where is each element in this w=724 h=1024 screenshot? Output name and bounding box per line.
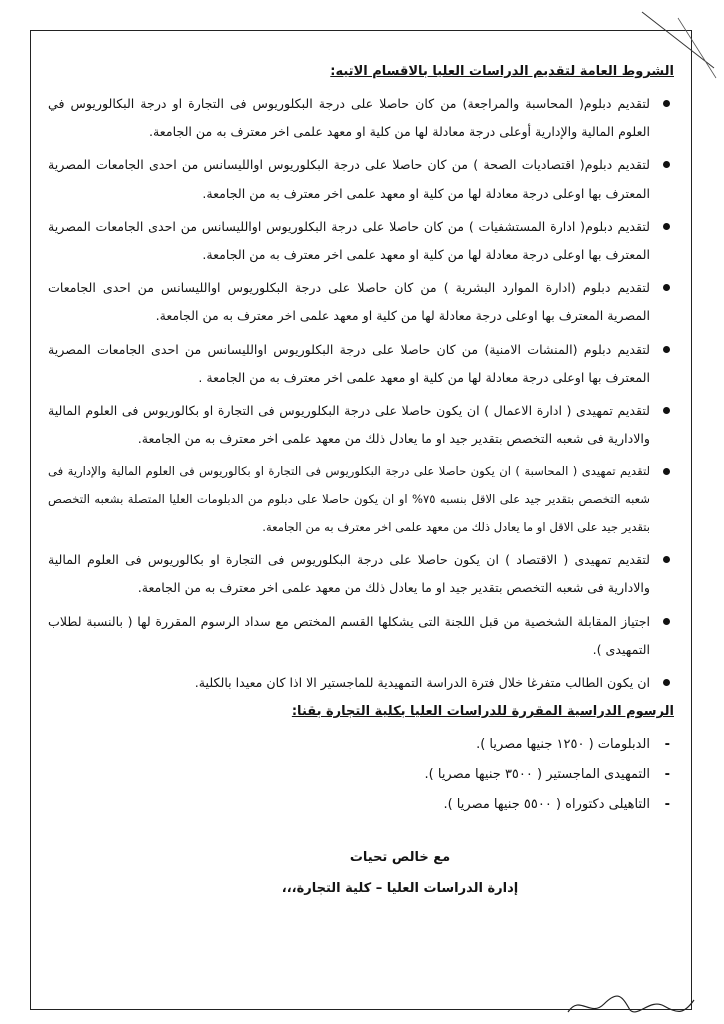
conditions-list [38,90,682,697]
condition-item [38,151,682,207]
condition-text: اجتياز المقابلة الشخصية من قبل اللجنة التى يشكلها القسم المختص مع سداد الرسوم المقررة لها ( بالنسبة لطلاب التمهيدى ). [48,613,650,657]
fee-item [38,730,682,760]
dash-icon: - [664,767,670,783]
dash-icon: - [664,797,670,813]
bullet-icon [663,223,670,230]
fees-heading: الرسوم الدراسية المقررة للدراسات العليا بكلية التجارة بقنا: [291,704,674,720]
handwritten-signature [560,990,700,1020]
bullet-icon [663,407,670,414]
closing-greeting: مع خالص تحيات [349,850,451,866]
fee-text: التاهيلى دكتوراه ( ٥٥٠٠ جنيها مصريا ). [443,797,650,813]
condition-item [38,546,682,602]
bullet-icon [663,100,670,107]
condition-item [38,213,682,269]
dash-icon: - [664,737,670,753]
condition-item [38,336,682,392]
condition-text: لتقديم دبلوم (ادارة الموارد البشرية ) من كان حاصلا على درجة البكلوريوس اوالليسانس من احدى الجامعات المصرية المعترف بها اوعلى درجة معادلة لها من كلية او معهد علمى اخر معترف به من الجامعة. [48,280,650,324]
condition-item [38,397,682,453]
condition-item [38,274,682,330]
fees-list [38,730,682,820]
bullet-icon [663,468,670,475]
condition-item [38,90,682,146]
fee-item [38,760,682,790]
bullet-icon [663,284,670,291]
conditions-heading: الشروط العامة لتقديم الدراسات العليا بالاقسام الاتيه: [330,64,674,79]
fee-text: الدبلومات ( ١٢٥٠ جنيها مصريا ). [476,737,650,753]
bullet-icon [663,618,670,625]
document-body [38,62,682,896]
condition-text: لتقديم دبلوم( المحاسبة والمراجعة) من كان حاصلا على درجة البكلوريوس فى التجارة او درجة البكالوريوس في العلوم المالية والإدارية أوعلى درجة معادلة لها من كلية او معهد علمى اخر معترف به من الجامعة. [48,96,650,140]
fee-text: التمهيدى الماجستير ( ٣٥٠٠ جنيها مصريا ). [424,767,650,783]
condition-text: لتقديم تمهيدى ( الاقتصاد ) ان يكون حاصلا على درجة البكلوريوس فى التجارة او بكالوريوس فى العلوم المالية والادارية فى شعبه التخصص بتقدير جيد او ما يعادل ذلك من معهد علمى اخر معترف به من الجامعة. [48,552,650,596]
condition-text: ان يكون الطالب متفرغا خلال فترة الدراسة التمهيدية للماجستير الا اذا كان معيدا بالكلية. [194,675,650,691]
condition-item [38,458,682,541]
condition-text: لتقديم تمهيدى ( المحاسبة ) ان يكون حاصلا على درجة البكلوريوس فى التجارة او بكالوريوس فى العلوم المالية والإدارية فى شعبه التخصص بتقدير جيد على الاقل بنسبه ٧٥% او ان يكون حاصلا على دبلوم من الدبلومات العليا المتصلة بشعبه التخصص بتقدير جيد على الاقل او ما يعادل ذلك من معهد علمى اخر معترف به من الجامعة. [48,464,650,534]
bullet-icon [663,556,670,563]
bullet-icon [663,161,670,168]
bullet-icon [663,346,670,353]
fee-item [38,790,682,820]
condition-item [38,608,682,664]
condition-text: لتقديم دبلوم (المنشات الامنية) من كان حاصلا على درجة البكلوريوس اوالليسانس من احدى الجامعات المصرية المعترف بها اوعلى درجة معادلة لها من كلية او معهد علمى اخر معترف به من الجامعة . [48,341,650,385]
signoff: إدارة الدراسات العليا – كلية التجارة،،، [281,881,519,897]
condition-text: لتقديم دبلوم( اقتصاديات الصحة ) من كان حاصلا على درجة البكلوريوس اوالليسانس من احدى الجامعات المصرية المعترف بها اوعلى درجة معادلة لها من كلية او معهد علمى اخر معترف به من الجامعة. [48,157,650,201]
condition-item [38,669,682,697]
bullet-icon [663,679,670,686]
condition-text: لتقديم تمهيدى ( ادارة الاعمال ) ان يكون حاصلا على درجة البكلوريوس فى التجارة او بكالوريوس فى العلوم المالية والادارية فى شعبه التخصص بتقدير جيد او ما يعادل ذلك من معهد علمى اخر معترف به من الجامعة. [48,403,650,447]
condition-text: لتقديم دبلوم( ادارة المستشفيات ) من كان حاصلا على درجة البكلوريوس اوالليسانس من احدى الجامعات المصرية المعترف بها اوعلى درجة معادلة لها من كلية او معهد علمى اخر معترف به من الجامعة. [48,218,650,263]
